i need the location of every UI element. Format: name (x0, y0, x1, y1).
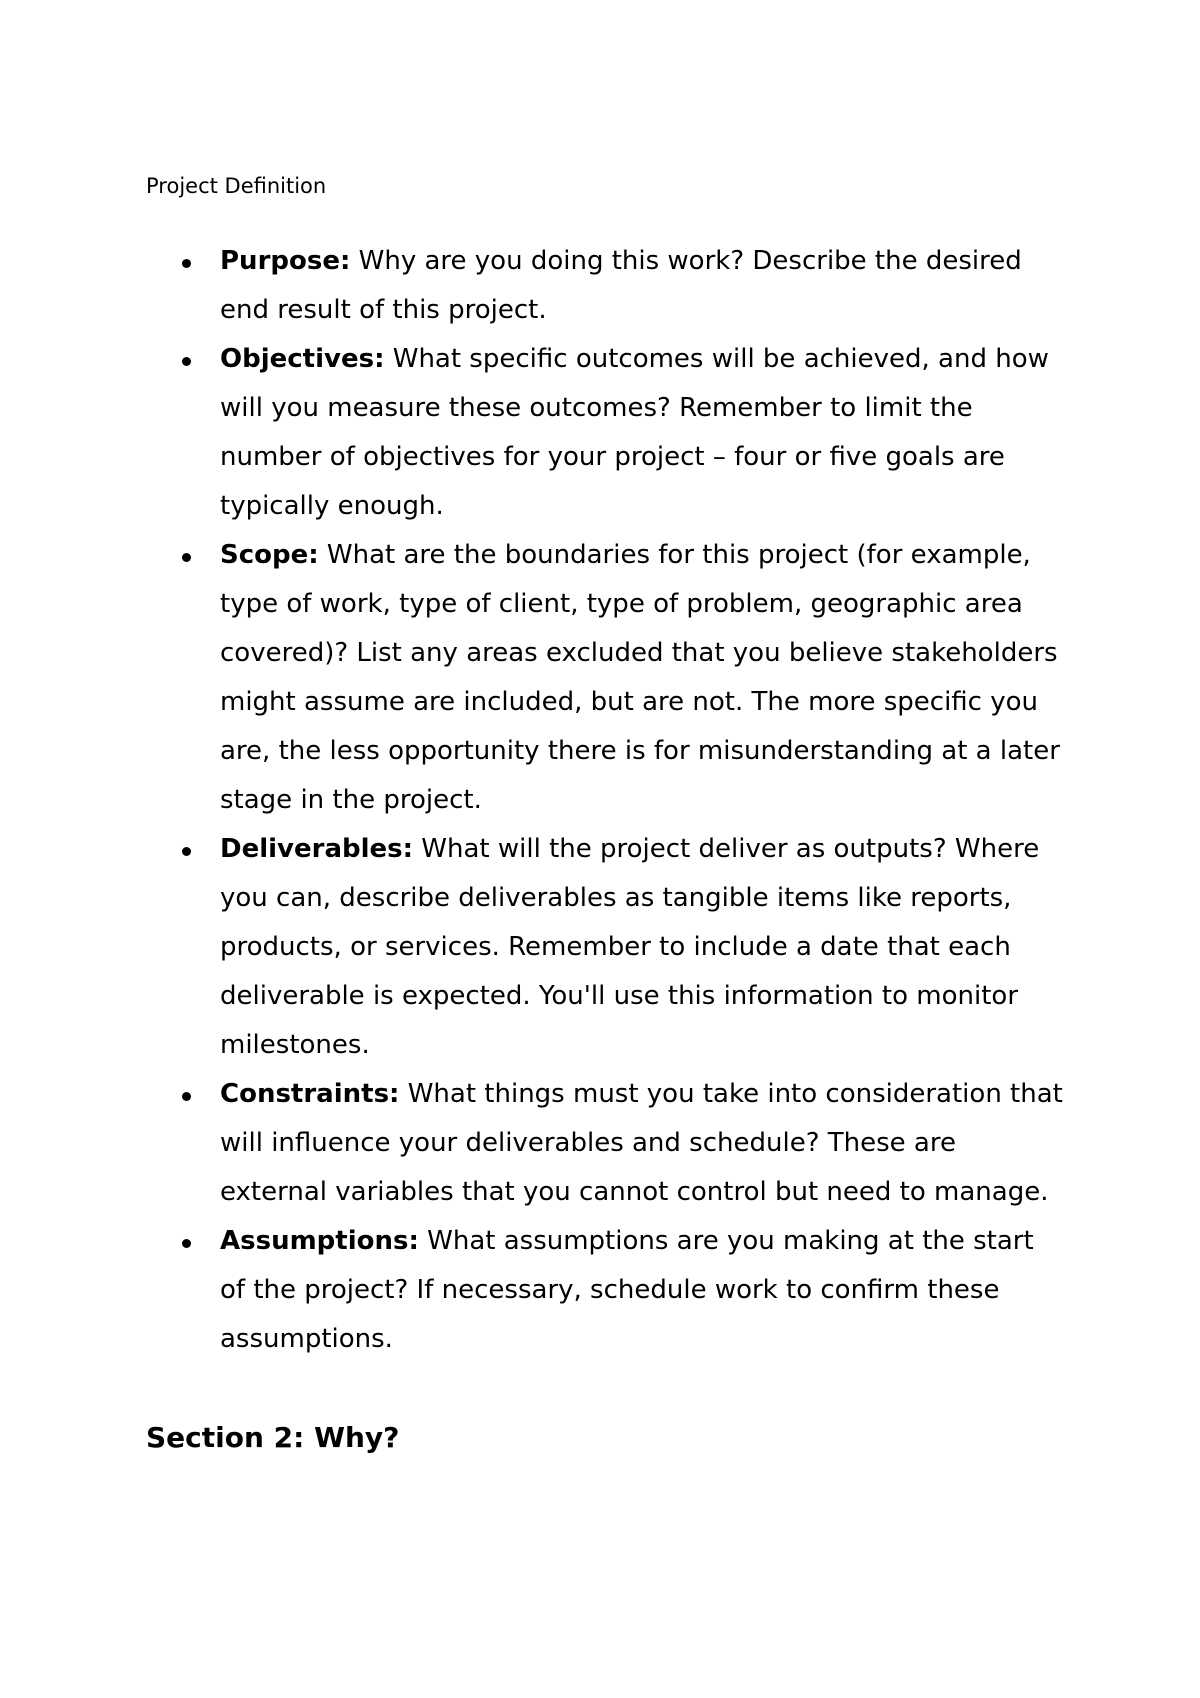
item-text: What assumptions are you making at the start of the project? If necessary, schedule work to confirm these assumptions. (220, 1226, 1034, 1354)
item-text: Why are you doing this work? Describe the desired end result of this project. (220, 246, 1022, 325)
list-item-assumptions (146, 1217, 1066, 1364)
bullet-icon (182, 1239, 191, 1248)
item-text: What specific outcomes will be achieved, and how will you measure these outcomes? Remember to limit the number of objectives for your project – four or five goals are typically enough. (220, 344, 1049, 521)
item-text: What are the boundaries for this project (for example, type of work, type of client, type of problem, geographic area covered)? List any areas excluded that you believe stakeholders might assume are included, but are not. The more specific you are, the less opportunity there is for misunderstanding at a later stage in the project. (220, 540, 1060, 815)
bullet-icon (182, 847, 191, 856)
bullet-list (146, 237, 1066, 1364)
item-term: Scope: (220, 540, 319, 570)
bullet-icon (182, 1092, 191, 1101)
list-item-constraints (146, 1070, 1066, 1217)
bullet-icon (182, 553, 191, 562)
list-item-deliverables (146, 825, 1066, 1070)
bullet-icon (182, 357, 191, 366)
item-term: Assumptions: (220, 1226, 419, 1256)
document-heading: Project Definition (146, 174, 327, 198)
item-term: Deliverables: (220, 834, 414, 864)
list-item-purpose (146, 237, 1066, 335)
item-term: Constraints: (220, 1079, 400, 1109)
item-term: Objectives: (220, 344, 385, 374)
section-heading: Section 2: Why? (146, 1421, 400, 1454)
list-item-scope (146, 531, 1066, 825)
list-item-objectives (146, 335, 1066, 531)
item-text: What things must you take into consideration that will influence your deliverables and schedule? These are external variables that you cannot control but need to manage. (220, 1079, 1063, 1207)
bullet-icon (182, 259, 191, 268)
item-term: Purpose: (220, 246, 351, 276)
item-text: What will the project deliver as outputs? Where you can, describe deliverables as tangible items like reports, products, or services. Remember to include a date that each deliverable is expected. You'll use this information to monitor milestones. (220, 834, 1040, 1060)
